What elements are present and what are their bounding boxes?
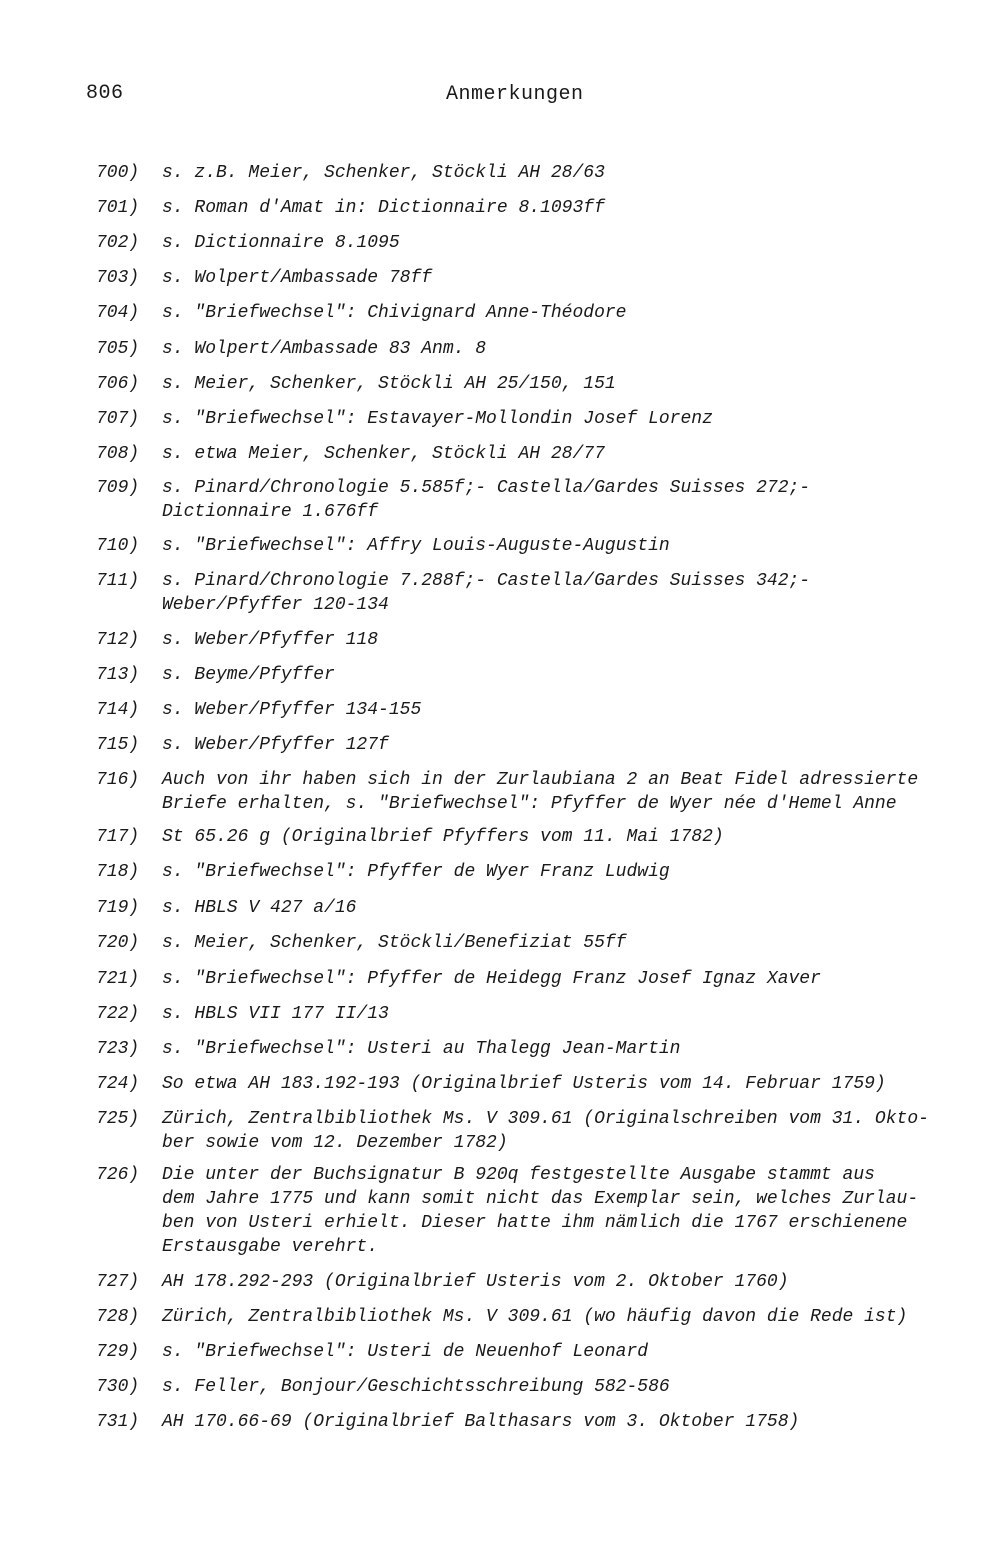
footnote-number: 713) — [96, 665, 140, 685]
footnote-number: 704) — [96, 303, 140, 323]
footnote-number: 722) — [96, 1004, 140, 1024]
footnote-number: 710) — [96, 536, 140, 556]
footnote-line: s. HBLS VII 177 II/13 — [162, 1004, 389, 1024]
footnote-number: 730) — [96, 1377, 140, 1397]
footnote-text — [162, 476, 962, 524]
footnote-number: 703) — [96, 268, 140, 288]
footnote-line: s. HBLS V 427 a/16 — [162, 898, 357, 918]
footnote-number: 706) — [96, 374, 140, 394]
footnote-text — [162, 628, 962, 652]
footnote-text — [162, 442, 962, 466]
footnote-line: Auch von ihr haben sich in der Zurlaubiana 2 an Beat Fidel adressierte — [162, 770, 919, 790]
footnote-number: 726) — [96, 1165, 140, 1185]
footnote-line: AH 170.66-69 (Originalbrief Balthasars vom 3. Oktober 1758) — [162, 1412, 800, 1432]
footnote-line: s. "Briefwechsel": Affry Louis-Auguste-Augustin — [162, 536, 670, 556]
footnote-text — [162, 1107, 962, 1155]
footnote-number: 705) — [96, 339, 140, 359]
footnote-text — [162, 1163, 962, 1259]
footnote-number: 717) — [96, 827, 140, 847]
footnote-number: 718) — [96, 862, 140, 882]
footnote-line: So etwa AH 183.192-193 (Originalbrief Usteris vom 14. Februar 1759) — [162, 1074, 886, 1094]
footnote-line: s. "Briefwechsel": Usteri au Thalegg Jean-Martin — [162, 1039, 681, 1059]
footnote-number: 719) — [96, 898, 140, 918]
footnote-number: 711) — [96, 571, 140, 591]
footnote-number: 715) — [96, 735, 140, 755]
footnote-text — [162, 733, 962, 757]
footnote-line: s. Feller, Bonjour/Geschichtsschreibung 582-586 — [162, 1377, 670, 1397]
footnote-number: 716) — [96, 770, 140, 790]
footnote-line: s. Meier, Schenker, Stöckli AH 25/150, 151 — [162, 374, 616, 394]
footnote-line: Weber/Pfyffer 120-134 — [162, 595, 389, 615]
footnote-number: 720) — [96, 933, 140, 953]
footnote-text — [162, 569, 962, 617]
footnote-text — [162, 337, 962, 361]
footnote-number: 728) — [96, 1307, 140, 1327]
footnote-line: s. "Briefwechsel": Pfyffer de Wyer Franz Ludwig — [162, 862, 670, 882]
footnote-line: Briefe erhalten, s. "Briefwechsel": Pfyffer de Wyer née d'Hemel Anne — [162, 794, 897, 814]
footnote-line: ben von Usteri erhielt. Dieser hatte ihm nämlich die 1767 erschienene — [162, 1213, 908, 1233]
footnote-line: s. Wolpert/Ambassade 78ff — [162, 268, 433, 288]
footnote-text — [162, 931, 962, 955]
footnote-line: AH 178.292-293 (Originalbrief Usteris vom 2. Oktober 1760) — [162, 1272, 789, 1292]
footnote-line: s. Weber/Pfyffer 134-155 — [162, 700, 422, 720]
footnote-line: Dictionnaire 1.676ff — [162, 502, 379, 522]
footnote-text — [162, 967, 962, 991]
footnote-text — [162, 698, 962, 722]
footnote-text — [162, 768, 962, 816]
footnote-text — [162, 196, 962, 220]
footnote-number: 700) — [96, 163, 140, 183]
footnote-number: 725) — [96, 1109, 140, 1129]
footnote-line: s. Weber/Pfyffer 118 — [162, 630, 379, 650]
footnote-line: s. Roman d'Amat in: Dictionnaire 8.1093ff — [162, 198, 605, 218]
footnote-line: s. Weber/Pfyffer 127f — [162, 735, 389, 755]
footnote-line: s. "Briefwechsel": Usteri de Neuenhof Leonard — [162, 1342, 649, 1362]
footnote-number: 709) — [96, 478, 140, 498]
footnote-line: s. Wolpert/Ambassade 83 Anm. 8 — [162, 339, 487, 359]
footnote-text — [162, 231, 962, 255]
footnote-text — [162, 896, 962, 920]
footnote-line: Die unter der Buchsignatur B 920q festgestellte Ausgabe stammt aus — [162, 1165, 875, 1185]
footnote-text — [162, 266, 962, 290]
footnote-line: St 65.26 g (Originalbrief Pfyffers vom 11. Mai 1782) — [162, 827, 724, 847]
page-number: 806 — [86, 82, 124, 105]
footnote-line: s. Dictionnaire 8.1095 — [162, 233, 400, 253]
footnote-line: s. Meier, Schenker, Stöckli/Benefiziat 55ff — [162, 933, 627, 953]
footnote-line: s. Pinard/Chronologie 7.288f;- Castella/Gardes Suisses 342;- — [162, 571, 811, 591]
footnote-line: s. "Briefwechsel": Estavayer-Mollondin Josef Lorenz — [162, 409, 713, 429]
footnote-number: 723) — [96, 1039, 140, 1059]
footnote-text — [162, 407, 962, 431]
footnote-text — [162, 534, 962, 558]
footnote-text — [162, 372, 962, 396]
footnote-number: 721) — [96, 969, 140, 989]
footnote-number: 708) — [96, 444, 140, 464]
footnote-line: Zürich, Zentralbibliothek Ms. V 309.61 (Originalschreiben vom 31. Okto- — [162, 1109, 929, 1129]
footnote-line: s. etwa Meier, Schenker, Stöckli AH 28/77 — [162, 444, 605, 464]
footnote-text — [162, 825, 962, 849]
footnote-line: s. "Briefwechsel": Chivignard Anne-Théodore — [162, 303, 627, 323]
footnote-line: s. "Briefwechsel": Pfyffer de Heidegg Franz Josef Ignaz Xaver — [162, 969, 821, 989]
page-title: Anmerkungen — [446, 83, 584, 106]
footnote-number: 707) — [96, 409, 140, 429]
footnote-number: 724) — [96, 1074, 140, 1094]
footnote-number: 701) — [96, 198, 140, 218]
footnote-text — [162, 663, 962, 687]
footnote-text — [162, 1002, 962, 1026]
footnote-text — [162, 1340, 962, 1364]
footnote-line: ber sowie vom 12. Dezember 1782) — [162, 1133, 508, 1153]
footnote-line: s. z.B. Meier, Schenker, Stöckli AH 28/63 — [162, 163, 605, 183]
footnote-number: 714) — [96, 700, 140, 720]
footnote-line: s. Beyme/Pfyffer — [162, 665, 335, 685]
footnote-text — [162, 161, 962, 185]
footnote-text — [162, 1072, 962, 1096]
footnote-line: Erstausgabe verehrt. — [162, 1237, 379, 1257]
footnote-line: dem Jahre 1775 und kann somit nicht das Exemplar sein, welches Zurlau- — [162, 1189, 919, 1209]
footnote-line: Zürich, Zentralbibliothek Ms. V 309.61 (wo häufig davon die Rede ist) — [162, 1307, 908, 1327]
footnote-text — [162, 1270, 962, 1294]
footnote-number: 727) — [96, 1272, 140, 1292]
footnote-text — [162, 1375, 962, 1399]
footnote-number: 712) — [96, 630, 140, 650]
footnote-number: 729) — [96, 1342, 140, 1362]
footnote-text — [162, 301, 962, 325]
footnote-text — [162, 860, 962, 884]
footnote-text — [162, 1410, 962, 1434]
footnote-number: 731) — [96, 1412, 140, 1432]
footnote-number: 702) — [96, 233, 140, 253]
footnote-text — [162, 1037, 962, 1061]
footnote-line: s. Pinard/Chronologie 5.585f;- Castella/Gardes Suisses 272;- — [162, 478, 811, 498]
footnote-text — [162, 1305, 962, 1329]
